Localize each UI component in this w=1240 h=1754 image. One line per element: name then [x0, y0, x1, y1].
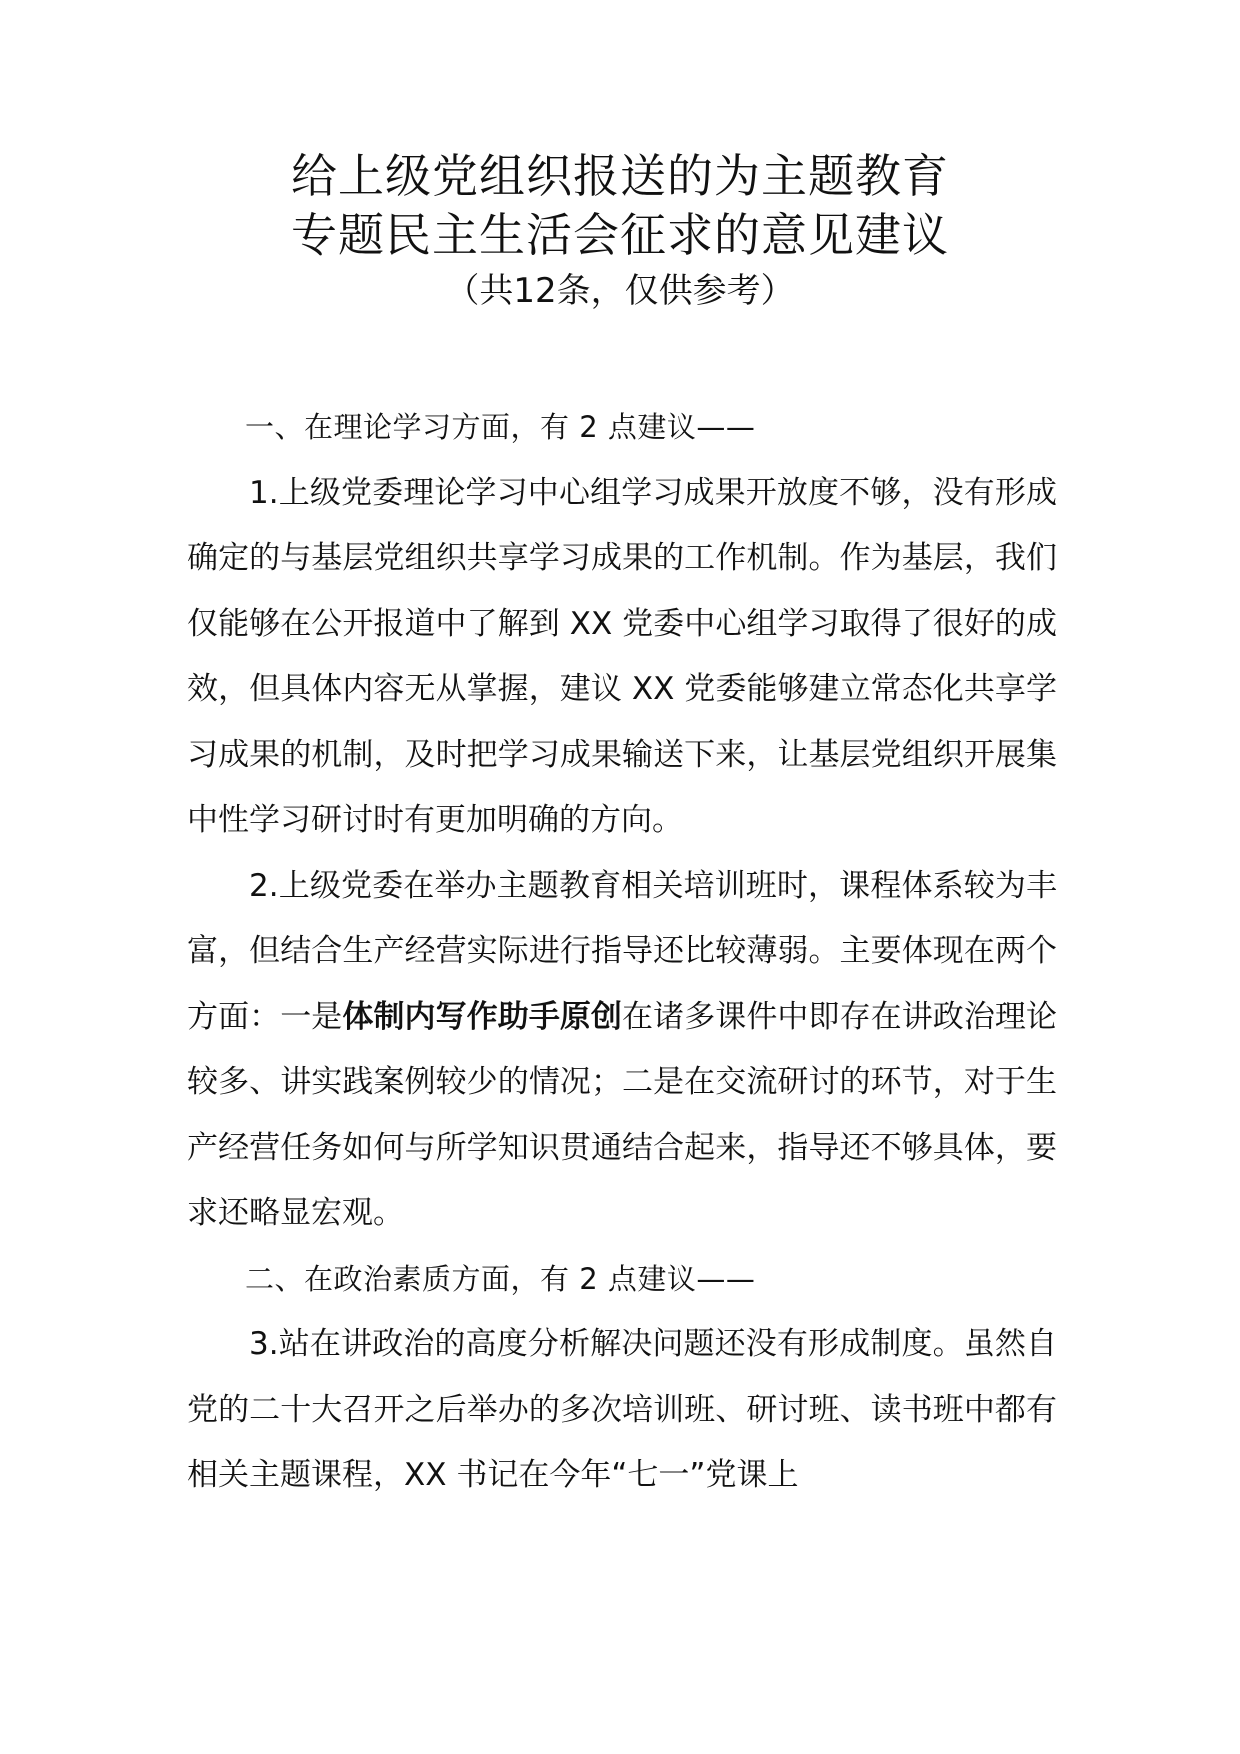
- section-heading-1: 一、在理论学习方面，有 2 点建议——: [245, 410, 756, 444]
- document-body: [187, 395, 1057, 1509]
- section-heading-2: 二、在政治素质方面，有 2 点建议——: [245, 1261, 756, 1296]
- suggestion-paragraph-3: 3.站在讲政治的高度分析解决问题还没有形成制度。虽然自党的二十大召开之后举办的多次培训班、研讨班、读书班中都有相关主题课程，XX 书记在今年“七一”党课上: [187, 1326, 1057, 1493]
- document-title-line-1: 给上级党组织报送的为主题教育: [291, 149, 949, 203]
- document-title-line-2: 专题民主生活会征求的意见建议: [291, 208, 949, 262]
- document-subtitle: （共12条，仅供参考）: [445, 271, 795, 311]
- suggestion-2-text-end: 在诸多课件中即存在讲政治理论较多、讲实践案例较少的情况；二是在交流研讨的环节，对于生产经营任务如何与所学知识贯通结合起来，指导还不够具体，要求还略显宏观。: [187, 998, 1058, 1231]
- suggestion-2-text-start: 2.上级党委在举办主题教育相关培训班时，课程体系较为丰富，但结合生产经营实际进行指导还比较薄弱。主要体现在两个方面：一是: [187, 867, 1057, 1035]
- suggestion-paragraph-2: [187, 854, 1057, 1247]
- suggestion-paragraph-1: 1.上级党委理论学习中心组学习成果开放度不够，没有形成确定的与基层党组织共享学习成果的工作机制。作为基层，我们仅能够在公开报道中了解到 XX 党委中心组学习取得了很好的成效，但具体内容无从掌握，建议 XX 党委能够建立常态化共享学习成果的机制，及时把学习成果输送下来，让基层党组织开展集中性学习研讨时有更加明确的方向。: [187, 474, 1057, 838]
- suggestion-2-bold-phrase: 体制内写作助手原创: [342, 998, 623, 1035]
